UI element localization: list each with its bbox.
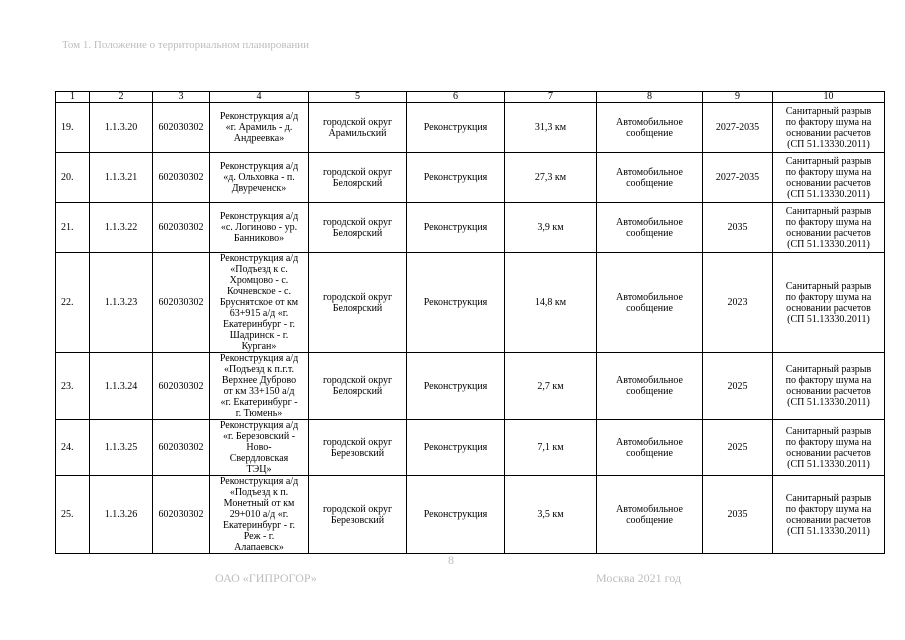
purpose-cell-line: Автомобильное [616,503,683,515]
length-cell: 27,3 км [505,153,597,203]
object-name-cell [210,353,309,420]
zone-cell-line: по фактору шума на [785,291,872,303]
length-cell: 3,9 км [505,203,597,253]
zone-cell-line: основании расчетов [786,127,871,139]
location-cell [309,476,407,554]
purpose-cell-line: Автомобильное [616,166,683,178]
zone-cell-line: основании расчетов [786,447,871,459]
zone-cell-line: по фактору шума на [785,436,872,448]
planning-table [55,91,885,554]
zone-cell-line: Санитарный разрыв [785,205,872,217]
zone-cell-line: по фактору шума на [785,166,872,178]
work-type-cell: Реконструкция [407,103,505,153]
object-name-cell-line: Бруснятское от км [219,297,299,308]
object-name-cell-line: Реконструкция а/д [219,161,299,172]
row-number-cell: 21. [56,203,90,253]
location-cell [309,103,407,153]
code-cell: 1.1.3.24 [90,353,153,420]
column-header: 10 [773,92,885,103]
location-cell-line: городской округ [322,291,393,303]
table-row [56,153,885,203]
location-cell-line: городской округ [322,116,393,128]
object-name-cell [210,253,309,353]
table-row [56,253,885,353]
table-row [56,203,885,253]
object-name-cell-line: Свердловская [229,453,289,464]
row-number-cell: 24. [56,420,90,476]
purpose-cell-line: сообщение [626,302,673,314]
object-name-cell-line: ТЭЦ» [246,464,272,475]
zone-cell-line: (СП 51.13330.2011) [787,188,870,200]
object-name-cell [210,103,309,153]
zone-cell-line: Санитарный разрыв [785,492,872,504]
object-name-cell-line: 29+010 а/д «г. [229,509,289,520]
object-name-cell-line: Реж - г. [243,531,275,542]
work-type-cell: Реконструкция [407,353,505,420]
purpose-cell [597,203,703,253]
row-number-cell: 25. [56,476,90,554]
length-cell: 31,3 км [505,103,597,153]
zone-cell-line: Санитарный разрыв [785,425,872,437]
column-header: 7 [505,92,597,103]
zone-cell-line: (СП 51.13330.2011) [787,525,870,537]
purpose-cell [597,353,703,420]
location-cell-line: городской округ [322,375,393,386]
object-name-cell-line: Реконструкция а/д [219,476,299,487]
object-name-cell-line: от км 33+150 а/д [223,386,295,397]
purpose-cell [597,153,703,203]
purpose-cell [597,253,703,353]
purpose-cell-line: Автомобильное [616,375,683,386]
object-name-cell-line: Реконструкция а/д [219,111,299,122]
object-name-cell-line: Курган» [241,341,277,352]
object-name-cell-line: 63+915 а/д «г. [229,308,289,319]
zone-cell-line: Санитарный разрыв [785,364,872,375]
object-name-cell-line: Екатеринбург - г. [222,520,296,531]
column-header: 2 [90,92,153,103]
object-name-cell-line: Реконструкция а/д [219,253,299,264]
zone-cell [773,203,885,253]
code-cell: 1.1.3.22 [90,203,153,253]
location-cell [309,353,407,420]
page-number: 8 [448,553,454,567]
location-cell-line: городской округ [322,166,393,178]
work-type-cell: Реконструкция [407,476,505,554]
purpose-cell-line: Автомобильное [616,116,683,128]
object-name-cell [210,476,309,554]
id-cell: 602030302 [153,103,210,153]
purpose-cell-line: сообщение [626,386,673,397]
column-number-row [56,92,885,103]
object-name-cell-line: Андреевка» [233,133,285,144]
zone-cell-line: по фактору шума на [785,503,872,515]
object-name-cell-line: «д. Ольховка - п. [223,172,295,183]
location-cell-line: Белоярский [332,227,383,239]
object-name-cell [210,153,309,203]
column-header: 4 [210,92,309,103]
location-cell-line: Белоярский [332,302,383,314]
zone-cell-line: Санитарный разрыв [785,105,872,117]
object-name-cell [210,203,309,253]
zone-cell-line: (СП 51.13330.2011) [787,397,870,408]
location-cell-line: городской округ [322,503,393,515]
object-name-cell-line: «Подъезд к с. [230,264,288,275]
object-name-cell-line: «г. Екатеринбург - [220,397,298,408]
period-cell: 2025 [703,353,773,420]
period-cell: 2027-2035 [703,153,773,203]
location-cell-line: городской округ [322,436,393,448]
purpose-cell-line: Автомобильное [616,436,683,448]
zone-cell-line: по фактору шума на [785,375,872,386]
period-cell: 2023 [703,253,773,353]
table-row [56,103,885,153]
id-cell: 602030302 [153,253,210,353]
table-row [56,420,885,476]
work-type-cell: Реконструкция [407,253,505,353]
table-row [56,353,885,420]
planning-table-container [55,91,884,554]
period-cell: 2035 [703,203,773,253]
object-name-cell-line: Шадринск - г. [229,330,289,341]
code-cell: 1.1.3.23 [90,253,153,353]
object-name-cell-line: Алапаевск» [234,542,284,553]
zone-cell-line: (СП 51.13330.2011) [787,138,870,150]
location-cell-line: Арамильский [328,127,387,139]
id-cell: 602030302 [153,203,210,253]
purpose-cell [597,103,703,153]
object-name-cell-line: Банниково» [233,233,285,244]
location-cell-line: Березовский [330,447,385,459]
object-name-cell-line: «г. Арамиль - д. [225,122,293,133]
zone-cell [773,420,885,476]
zone-cell [773,103,885,153]
zone-cell-line: Санитарный разрыв [785,280,872,292]
row-number-cell: 20. [56,153,90,203]
purpose-cell-line: сообщение [626,177,673,189]
location-cell-line: Белоярский [332,386,383,397]
zone-cell-line: основании расчетов [786,302,871,314]
location-cell [309,203,407,253]
location-cell [309,153,407,203]
period-cell: 2027-2035 [703,103,773,153]
period-cell: 2035 [703,476,773,554]
zone-cell-line: (СП 51.13330.2011) [787,238,870,250]
page-header-title: Том 1. Положение о территориальном планировании [62,39,310,51]
location-cell [309,420,407,476]
column-header: 3 [153,92,210,103]
zone-cell-line: основании расчетов [786,227,871,239]
purpose-cell-line: сообщение [626,514,673,526]
object-name-cell-line: «г. Березовский - [222,431,296,442]
length-cell: 7,1 км [505,420,597,476]
zone-cell-line: основании расчетов [786,514,871,526]
object-name-cell-line: г. Тюмень» [235,408,283,419]
zone-cell [773,353,885,420]
zone-cell-line: основании расчетов [786,177,871,189]
period-cell: 2025 [703,420,773,476]
location-cell [309,253,407,353]
zone-cell-line: по фактору шума на [785,216,872,228]
location-cell-line: городской округ [322,216,393,228]
purpose-cell-line: сообщение [626,127,673,139]
purpose-cell-line: сообщение [626,447,673,459]
work-type-cell: Реконструкция [407,420,505,476]
table-body [56,103,885,554]
code-cell: 1.1.3.26 [90,476,153,554]
object-name-cell-line: «Подъезд к п.г.т. [224,364,294,375]
id-cell: 602030302 [153,353,210,420]
zone-cell [773,153,885,203]
object-name-cell-line: Реконструкция а/д [219,353,299,364]
object-name-cell-line: Ново- [246,442,272,453]
code-cell: 1.1.3.20 [90,103,153,153]
column-header: 5 [309,92,407,103]
table-row [56,476,885,554]
object-name-cell-line: Реконструкция а/д [219,211,299,222]
purpose-cell [597,420,703,476]
work-type-cell: Реконструкция [407,203,505,253]
column-header: 6 [407,92,505,103]
zone-cell [773,476,885,554]
purpose-cell-line: сообщение [626,227,673,239]
zone-cell-line: Санитарный разрыв [785,155,872,167]
row-number-cell: 19. [56,103,90,153]
object-name-cell-line: Реконструкция а/д [219,420,299,431]
object-name-cell-line: «Подъезд к п. [229,487,289,498]
zone-cell-line: по фактору шума на [785,116,872,128]
object-name-cell [210,420,309,476]
object-name-cell-line: Монетный от км [223,498,295,509]
work-type-cell: Реконструкция [407,153,505,203]
zone-cell-line: (СП 51.13330.2011) [787,458,870,470]
code-cell: 1.1.3.21 [90,153,153,203]
object-name-cell-line: Кочневское - с. [226,286,291,297]
column-header: 8 [597,92,703,103]
location-cell-line: Березовский [330,514,385,526]
footer-city-year: Москва 2021 год [596,571,682,585]
zone-cell-line: (СП 51.13330.2011) [787,313,870,325]
zone-cell [773,253,885,353]
length-cell: 2,7 км [505,353,597,420]
object-name-cell-line: Екатеринбург - г. [222,319,296,330]
object-name-cell-line: Двуреченск» [231,183,287,194]
object-name-cell-line: «с. Логиново - ур. [220,222,298,233]
column-header: 1 [56,92,90,103]
purpose-cell-line: Автомобильное [616,291,683,303]
purpose-cell [597,476,703,554]
code-cell: 1.1.3.25 [90,420,153,476]
length-cell: 3,5 км [505,476,597,554]
id-cell: 602030302 [153,153,210,203]
length-cell: 14,8 км [505,253,597,353]
zone-cell-line: основании расчетов [786,386,871,397]
row-number-cell: 22. [56,253,90,353]
column-header: 9 [703,92,773,103]
object-name-cell-line: Верхнее Дуброво [221,375,297,386]
row-number-cell: 23. [56,353,90,420]
object-name-cell-line: Хромцово - с. [229,275,289,286]
id-cell: 602030302 [153,420,210,476]
location-cell-line: Белоярский [332,177,383,189]
footer-organization: ОАО «ГИПРОГОР» [215,571,317,585]
purpose-cell-line: Автомобильное [616,216,683,228]
id-cell: 602030302 [153,476,210,554]
